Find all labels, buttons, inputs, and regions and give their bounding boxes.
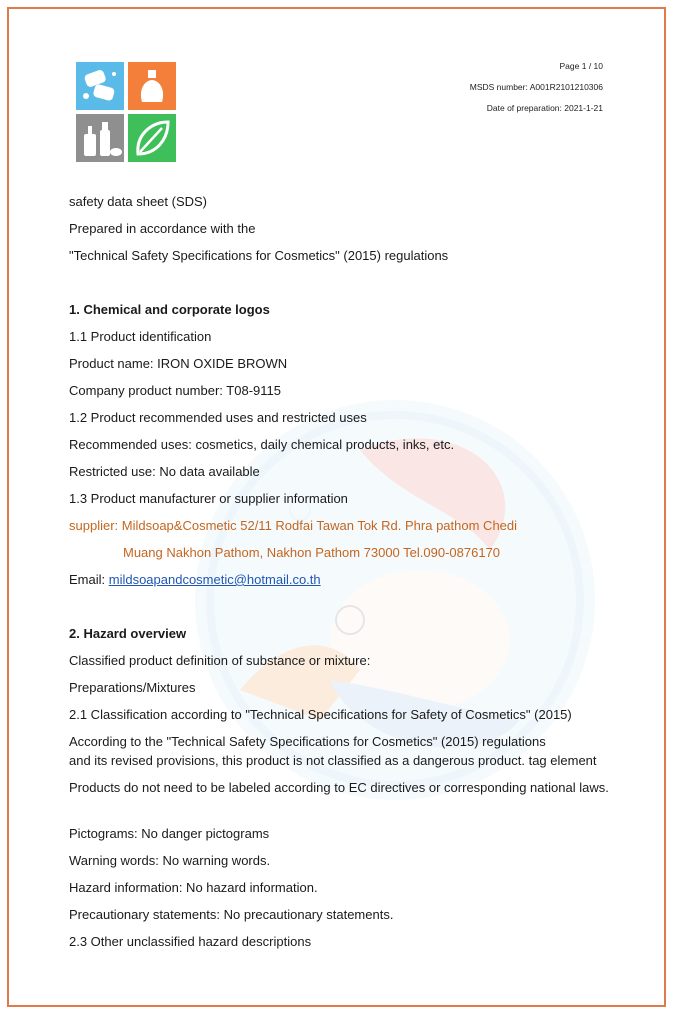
- section-1-heading: 1. Chemical and corporate logos: [69, 302, 270, 317]
- section-1-1-heading: 1.1 Product identification: [69, 329, 212, 344]
- email-link[interactable]: mildsoapandcosmetic@hotmail.co.th: [108, 572, 321, 587]
- according-line-2: and its revised provisions, this product is not classified as a dangerous product. tag element: [69, 753, 597, 768]
- supplier-line-2: Muang Nakhon Pathom, Nakhon Pathom 73000 Tel.090-0876170: [123, 545, 501, 560]
- section-2-1-heading: 2.1 Classification according to "Technical Specifications for Safety of Cosmetics" (2015): [69, 707, 572, 722]
- product-name: Product name: IRON OXIDE BROWN: [69, 356, 288, 371]
- recommended-uses: Recommended uses: cosmetics, daily chemical products, inks, etc.: [69, 437, 455, 452]
- email-row: [69, 572, 321, 587]
- document-header-info: [470, 56, 603, 119]
- section-1-2-heading: 1.2 Product recommended uses and restricted uses: [69, 410, 367, 425]
- supplier-line-1: supplier: Mildsoap&Cosmetic 52/11 Rodfai Tawan Tok Rd. Phra pathom Chedi: [69, 518, 518, 533]
- bottle-icon: [128, 62, 176, 110]
- page-number: Page 1 / 10: [559, 61, 603, 71]
- section-2-3-heading: 2.3 Other unclassified hazard descriptions: [69, 934, 312, 949]
- restricted-use: Restricted use: No data available: [69, 464, 260, 479]
- title-line-2: Prepared in accordance with the: [69, 221, 256, 236]
- leaf-icon: [128, 114, 176, 162]
- soap-icon: [76, 62, 124, 110]
- section-2-heading: 2. Hazard overview: [69, 626, 187, 641]
- according-line-1: According to the "Technical Safety Specifications for Cosmetics" (2015) regulations: [69, 734, 546, 749]
- title-line-3: "Technical Safety Specifications for Cosmetics" (2015) regulations: [69, 248, 449, 263]
- pictograms: Pictograms: No danger pictograms: [69, 826, 270, 841]
- company-product-number: Company product number: T08-9115: [69, 383, 281, 398]
- preparations-mixtures: Preparations/Mixtures: [69, 680, 196, 695]
- precautionary-statements: Precautionary statements: No precautionary statements.: [69, 907, 394, 922]
- section-1-3-heading: 1.3 Product manufacturer or supplier information: [69, 491, 348, 506]
- email-label: Email:: [69, 572, 109, 587]
- labeling-statement: Products do not need to be labeled according to EC directives or corresponding national laws.: [69, 780, 609, 795]
- cosmetic-bottles-icon: [76, 114, 124, 162]
- hazard-information: Hazard information: No hazard information.: [69, 880, 318, 895]
- warning-words: Warning words: No warning words.: [69, 853, 271, 868]
- preparation-date: Date of preparation: 2021-1-21: [486, 103, 603, 113]
- title-line-1: safety data sheet (SDS): [69, 194, 208, 209]
- company-logo: [76, 62, 178, 164]
- classified-definition: Classified product definition of substance or mixture:: [69, 653, 371, 668]
- msds-number: MSDS number: A001R2101210306: [469, 82, 603, 92]
